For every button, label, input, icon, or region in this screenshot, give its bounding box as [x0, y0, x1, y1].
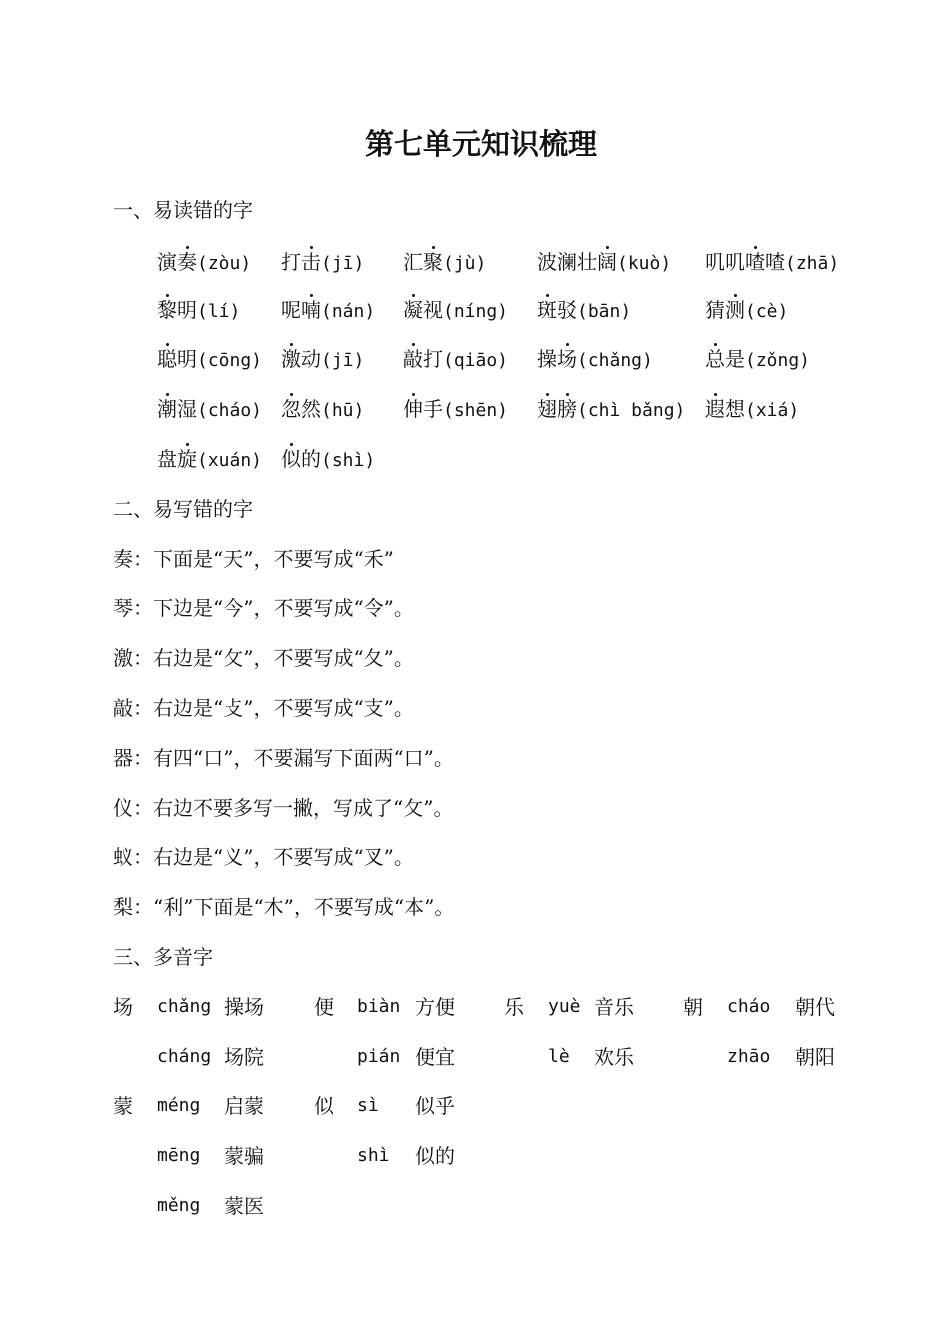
rule-row — [0, 588, 950, 628]
polyphone-word: 欢乐 — [594, 1045, 634, 1069]
polyphone-word: 蒙骗 — [224, 1144, 264, 1168]
word: 斑驳 — [537, 298, 577, 322]
rule-row — [0, 688, 950, 728]
word-wrapper — [281, 439, 321, 479]
pinyin: (zòu) — [197, 253, 252, 274]
polyphone-word: 音乐 — [594, 995, 634, 1019]
emphasis-dot — [566, 343, 569, 346]
reading-item — [403, 242, 486, 284]
reading-item — [403, 339, 508, 381]
polyphone-char: 朝 — [683, 995, 703, 1019]
pinyin: (zhā) — [785, 253, 840, 274]
word-wrapper — [157, 389, 197, 429]
word: 激动 — [281, 347, 321, 371]
writing-rule: 激：右边是“攵”，不要写成“夂”。 — [113, 646, 414, 670]
emphasis-dot — [310, 294, 313, 297]
word: 潮湿 — [157, 397, 197, 421]
reading-item — [281, 389, 364, 431]
word: 敲打 — [403, 347, 443, 371]
rule-row — [0, 837, 950, 877]
polyphone-pinyin: lè — [548, 1046, 570, 1067]
reading-item — [281, 242, 364, 284]
pinyin: (chì bǎng) — [577, 400, 686, 421]
reading-item — [705, 339, 810, 381]
word-wrapper — [157, 439, 197, 479]
polyphone-pinyin: yuè — [548, 996, 581, 1017]
word: 黎明 — [157, 298, 197, 322]
reading-item — [537, 242, 671, 284]
word: 聪明 — [157, 347, 197, 371]
polyphone-char: 乐 — [504, 995, 524, 1019]
polyphone-pinyin: mēng — [157, 1145, 201, 1166]
pinyin: (jī) — [321, 253, 365, 274]
writing-rule: 器：有四“口”，不要漏写下面两“口”。 — [113, 746, 454, 770]
word-wrapper — [157, 339, 197, 379]
emphasis-dot — [412, 343, 415, 346]
emphasis-dot — [546, 393, 549, 396]
pinyin: (cè) — [745, 301, 789, 322]
polyphone-row — [0, 1186, 950, 1226]
writing-rule: 仪：右边不要多写一撇，写成了“攵”。 — [113, 796, 454, 820]
pinyin: (xiá) — [745, 400, 800, 421]
emphasis-dot — [566, 393, 569, 396]
polyphone-char: 便 — [314, 995, 334, 1019]
rule-row — [0, 539, 950, 579]
writing-rule: 奏：下面是“天”，不要写成“禾” — [113, 547, 394, 571]
emphasis-dot — [714, 343, 717, 346]
pinyin: (shēn) — [443, 400, 509, 421]
emphasis-dot — [290, 393, 293, 396]
word: 似的 — [281, 447, 321, 471]
word-wrapper — [403, 339, 443, 379]
writing-rule: 蚁：右边是“义”，不要写成“叉”。 — [113, 845, 414, 869]
word: 演奏 — [157, 250, 197, 274]
word-wrapper — [157, 242, 197, 282]
polyphone-word: 蒙医 — [224, 1194, 264, 1218]
word-wrapper — [705, 242, 785, 282]
polyphone-word: 似乎 — [415, 1094, 455, 1118]
word-wrapper — [403, 242, 443, 282]
emphasis-dot — [714, 393, 717, 396]
polyphone-char: 蒙 — [113, 1094, 133, 1118]
pinyin: (chǎng) — [577, 350, 653, 371]
emphasis-dot — [166, 294, 169, 297]
polyphone-row — [0, 1037, 950, 1077]
reading-item — [157, 290, 240, 332]
word: 猜测 — [705, 298, 745, 322]
reading-item — [157, 389, 262, 431]
pinyin: (zǒng) — [745, 350, 811, 371]
section-heading: 三、多音字 — [113, 945, 213, 969]
reading-item — [157, 339, 262, 381]
reading-item — [281, 339, 364, 381]
word: 翅膀 — [537, 397, 577, 421]
word: 伸手 — [403, 397, 443, 421]
reading-item — [537, 389, 685, 431]
word: 盘旋 — [157, 447, 197, 471]
polyphone-pinyin: chǎng — [157, 996, 212, 1017]
word: 呢喃 — [281, 298, 321, 322]
pinyin: (shì) — [321, 450, 376, 471]
emphasis-dot — [734, 294, 737, 297]
word: 叽叽喳喳 — [705, 250, 785, 274]
section-heading-row — [0, 190, 950, 230]
polyphone-word: 似的 — [415, 1144, 455, 1168]
polyphone-pinyin: cháo — [727, 996, 771, 1017]
polyphone-pinyin: sì — [357, 1095, 379, 1116]
pinyin: (lí) — [197, 301, 241, 322]
reading-row — [0, 339, 950, 379]
reading-item — [705, 290, 788, 332]
word-wrapper — [537, 290, 577, 330]
word-wrapper — [705, 339, 745, 379]
pinyin: (cōng) — [197, 350, 263, 371]
polyphone-word: 便宜 — [415, 1045, 455, 1069]
polyphone-row — [0, 1136, 950, 1176]
emphasis-dot — [166, 393, 169, 396]
polyphone-pinyin: měng — [157, 1195, 201, 1216]
section-heading: 一、易读错的字 — [113, 198, 253, 222]
polyphone-word: 操场 — [224, 995, 264, 1019]
word-wrapper — [537, 339, 577, 379]
emphasis-dot — [310, 246, 313, 249]
word: 忽然 — [281, 397, 321, 421]
pinyin: (xuán) — [197, 450, 263, 471]
word-wrapper — [403, 389, 443, 429]
reading-item — [705, 389, 799, 431]
emphasis-dot — [166, 343, 169, 346]
emphasis-dot — [290, 443, 293, 446]
polyphone-pinyin: pián — [357, 1046, 401, 1067]
rule-row — [0, 788, 950, 828]
reading-item — [157, 242, 251, 284]
pinyin: (cháo) — [197, 400, 263, 421]
emphasis-dot — [186, 246, 189, 249]
writing-rule: 梨：“利”下面是“木”，不要写成“本”。 — [113, 895, 455, 919]
emphasis-dot — [290, 343, 293, 346]
reading-row — [0, 439, 950, 479]
reading-row — [0, 389, 950, 429]
polyphone-word: 启蒙 — [224, 1094, 264, 1118]
reading-item — [157, 439, 262, 481]
emphasis-dot — [186, 443, 189, 446]
polyphone-pinyin: zhāo — [727, 1046, 771, 1067]
emphasis-dot — [412, 294, 415, 297]
polyphone-word: 朝阳 — [795, 1045, 835, 1069]
section-heading-row — [0, 489, 950, 529]
pinyin: (jī) — [321, 350, 365, 371]
section-heading-row — [0, 937, 950, 977]
pinyin: (bān) — [577, 301, 632, 322]
reading-item — [281, 290, 375, 332]
pinyin: (jù) — [443, 253, 487, 274]
word: 遐想 — [705, 397, 745, 421]
rule-row — [0, 887, 950, 927]
reading-item — [537, 339, 653, 381]
reading-item — [705, 242, 839, 284]
word-wrapper — [281, 290, 321, 330]
emphasis-dot — [546, 294, 549, 297]
polyphone-row — [0, 1086, 950, 1126]
reading-item — [537, 290, 631, 332]
word: 操场 — [537, 347, 577, 371]
polyphone-char: 似 — [314, 1094, 334, 1118]
rule-row — [0, 638, 950, 678]
emphasis-dot — [432, 246, 435, 249]
emphasis-dot — [412, 393, 415, 396]
polyphone-char: 场 — [113, 995, 133, 1019]
reading-row — [0, 242, 950, 282]
polyphone-pinyin: shì — [357, 1145, 390, 1166]
polyphone-pinyin: méng — [157, 1095, 201, 1116]
word-wrapper — [281, 242, 321, 282]
word: 总是 — [705, 347, 745, 371]
polyphone-pinyin: biàn — [357, 996, 401, 1017]
polyphone-word: 方便 — [415, 995, 455, 1019]
polyphone-word: 场院 — [224, 1045, 264, 1069]
pinyin: (hū) — [321, 400, 365, 421]
word-wrapper — [403, 290, 443, 330]
polyphone-pinyin: cháng — [157, 1046, 212, 1067]
word-wrapper — [537, 389, 577, 429]
pinyin: (kuò) — [617, 253, 672, 274]
word: 打击 — [281, 250, 321, 274]
word-wrapper — [705, 290, 745, 330]
word: 汇聚 — [403, 250, 443, 274]
reading-item — [281, 439, 375, 481]
word-wrapper — [705, 389, 745, 429]
rule-row — [0, 738, 950, 778]
page-title: 第七单元知识梳理 — [364, 127, 597, 161]
word-wrapper — [281, 339, 321, 379]
reading-item — [403, 290, 508, 332]
emphasis-dot — [606, 246, 609, 249]
word-wrapper — [537, 242, 617, 282]
reading-item — [403, 389, 508, 431]
polyphone-row — [0, 987, 950, 1027]
writing-rule: 敲：右边是“攴”，不要写成“支”。 — [113, 696, 414, 720]
word-wrapper — [281, 389, 321, 429]
pinyin: (nán) — [321, 301, 376, 322]
word: 凝视 — [403, 298, 443, 322]
reading-row — [0, 290, 950, 330]
emphasis-dot — [754, 246, 757, 249]
polyphone-word: 朝代 — [795, 995, 835, 1019]
writing-rule: 琴：下边是“今”，不要写成“令”。 — [113, 596, 414, 620]
word: 波澜壮阔 — [537, 250, 617, 274]
pinyin: (qiāo) — [443, 350, 509, 371]
pinyin: (níng) — [443, 301, 509, 322]
word-wrapper — [157, 290, 197, 330]
section-heading: 二、易写错的字 — [113, 497, 253, 521]
